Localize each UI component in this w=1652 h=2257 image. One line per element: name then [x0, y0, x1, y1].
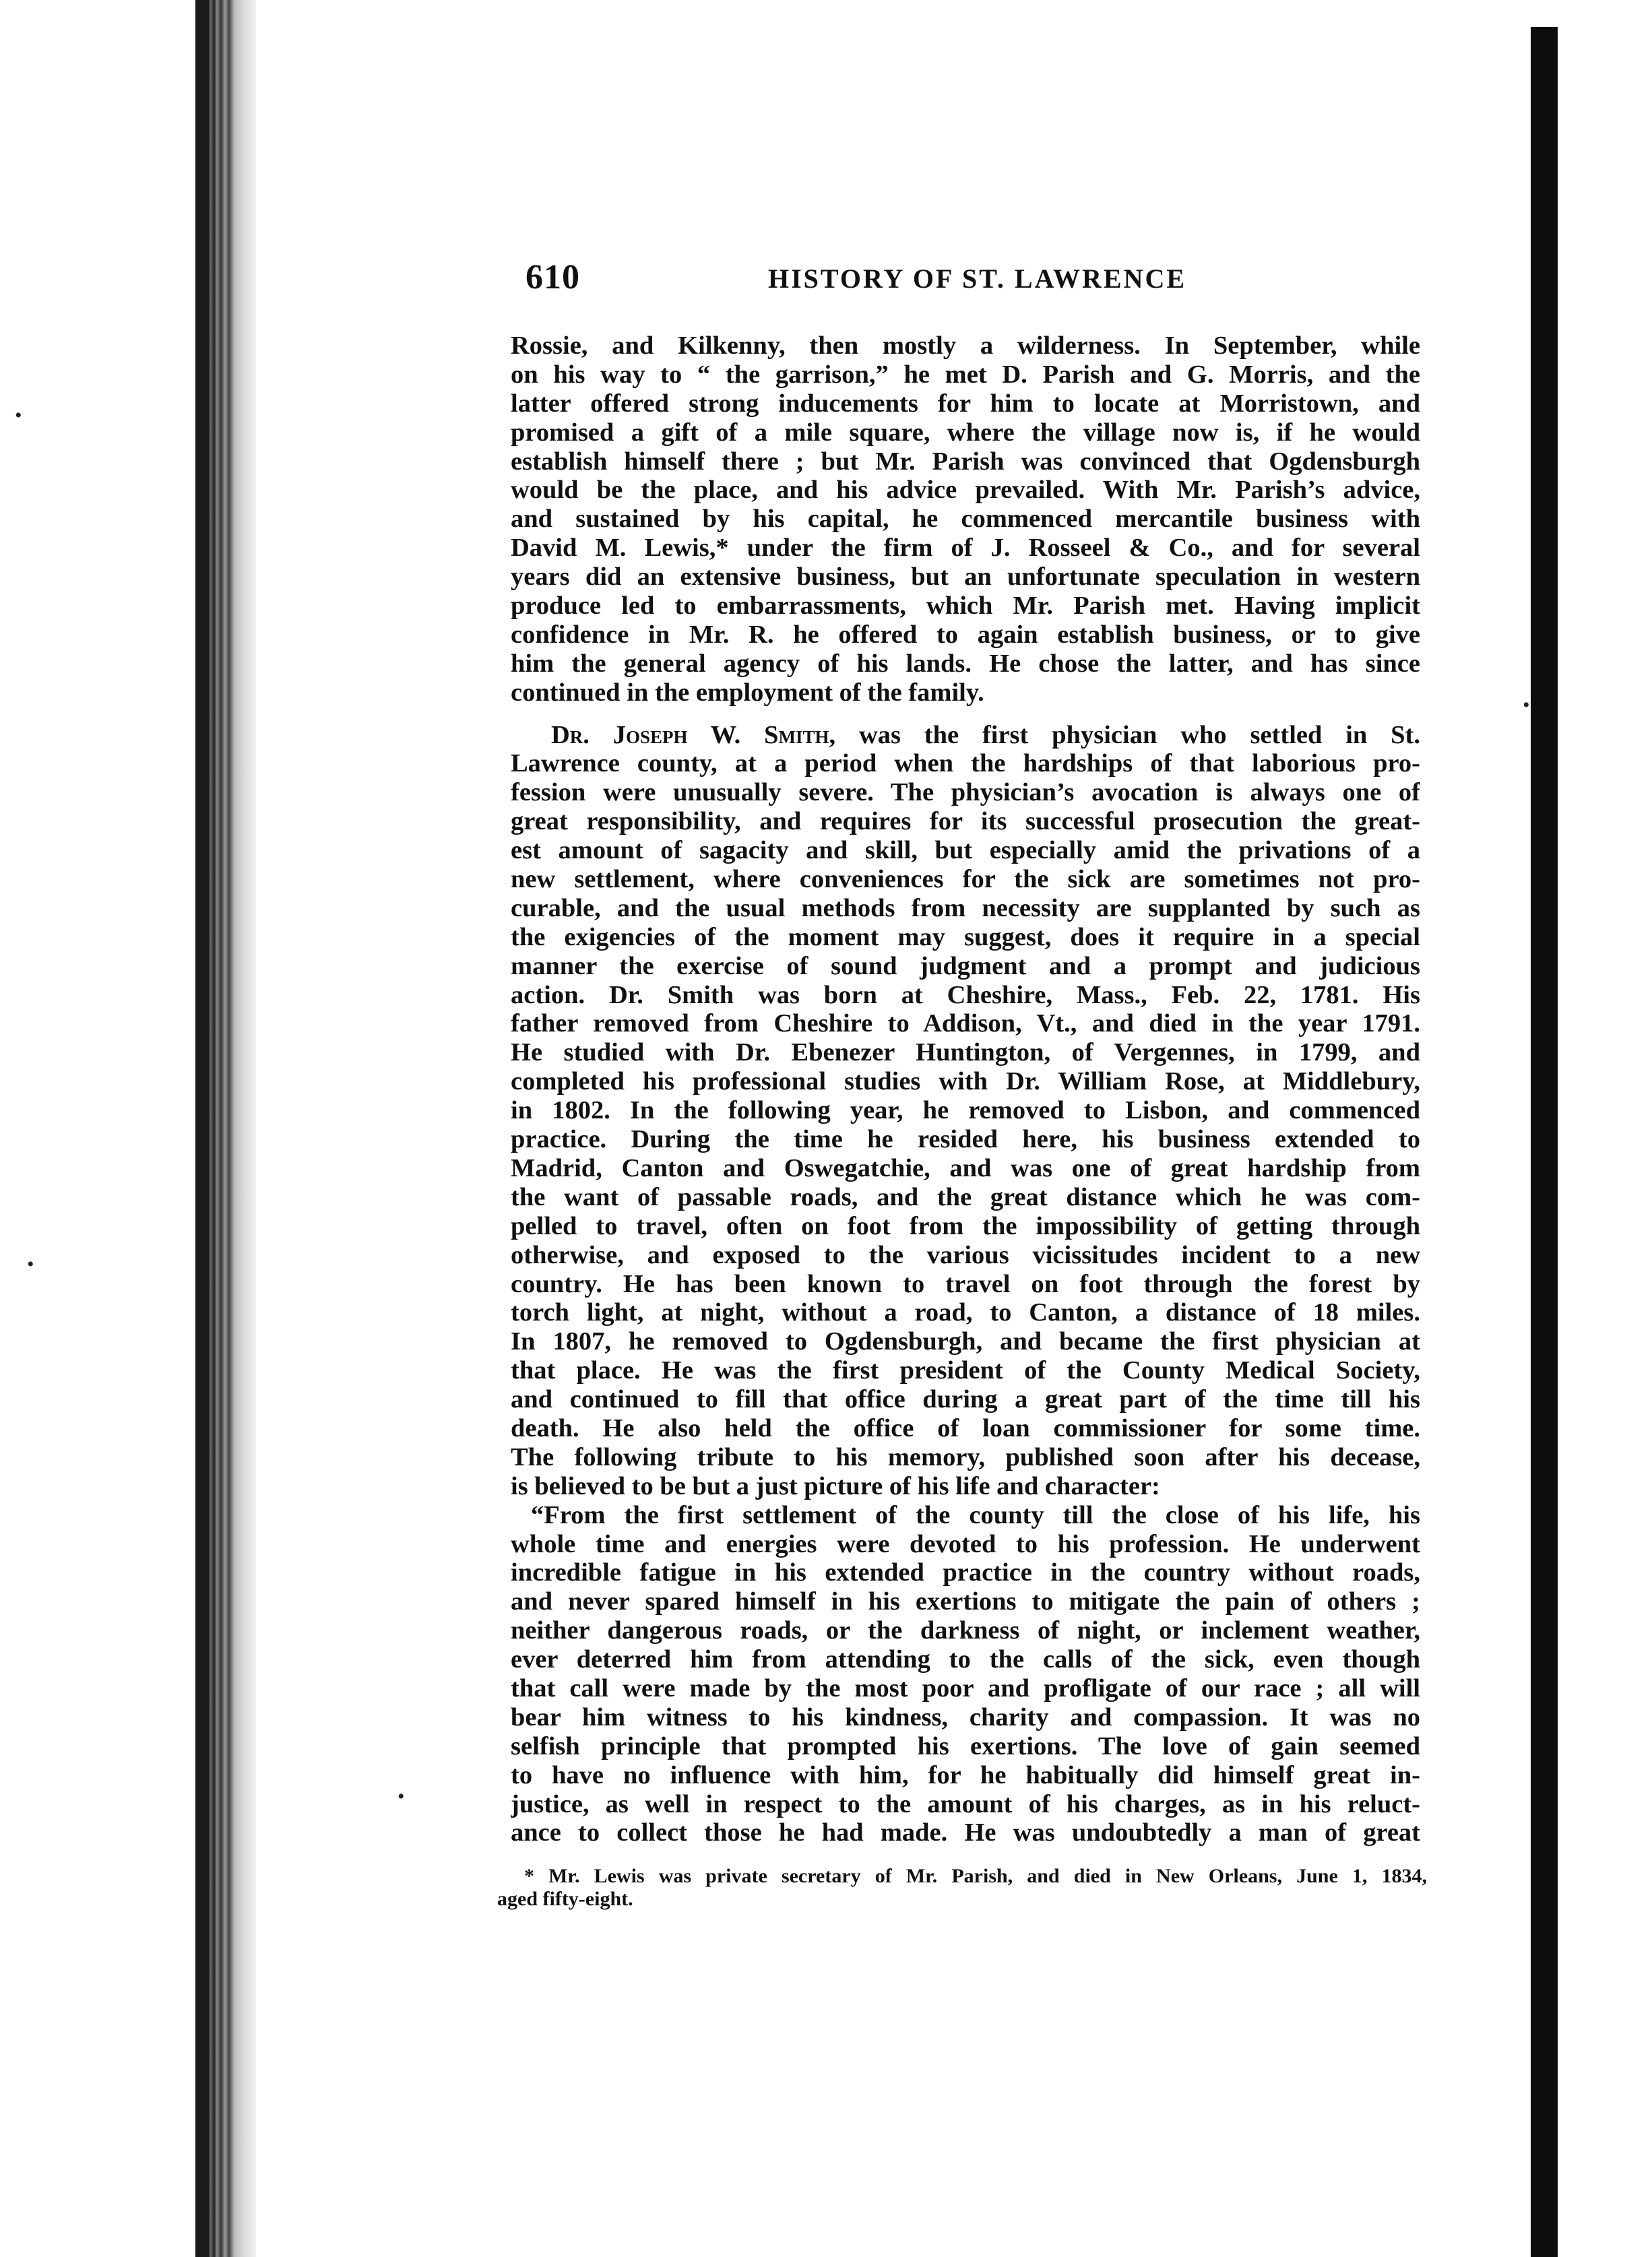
footnote-line: * Mr. Lewis was private secretary of Mr. Parish, and died in New Orleans, June 1, 1834,	[524, 1865, 1427, 1887]
running-head: HISTORY OF ST. LAWRENCE	[768, 263, 1187, 294]
text-line: The following tribute to his memory, published soon after his decease,	[511, 1442, 1420, 1471]
text-fragment: was the first physician who settled in St.	[858, 720, 1420, 749]
footnote	[497, 1865, 1427, 1911]
text-line: David M. Lewis,* under the firm of J. Rosseel & Co., and for several	[511, 534, 1420, 563]
text-line: establish himself there ; but Mr. Parish was convinced that Ogdensburgh	[511, 447, 1420, 476]
text-line: completed his professional studies with Dr. William Rose, at Middlebury,	[511, 1067, 1420, 1096]
text-line: the exigencies of the moment may suggest, does it require in a special	[511, 922, 1420, 951]
text-line: latter offered strong inducements for him to locate at Morristown, and	[511, 389, 1420, 418]
text-line: selfish principle that prompted his exertions. The love of gain seemed	[511, 1731, 1420, 1760]
text-line: and never spared himself in his exertions to mitigate the pain of others ;	[511, 1587, 1420, 1616]
text-line-lead	[511, 721, 1420, 750]
text-line: father removed from Cheshire to Addison, Vt., and died in the year 1791.	[511, 1009, 1420, 1038]
text-line: death. He also held the office of loan commissioner for some time.	[511, 1413, 1420, 1442]
text-line: otherwise, and exposed to the various vicissitudes incident to a new	[511, 1240, 1420, 1269]
paragraph-3-quotation	[511, 1501, 1420, 1848]
text-line: torch light, at night, without a road, to Canton, a distance of 18 miles.	[511, 1298, 1420, 1327]
text-line: “From the first settlement of the county till the close of his life, his	[531, 1500, 1420, 1529]
text-line: great responsibility, and requires for its successful prosecution the great-	[511, 807, 1420, 836]
scan-speck: •	[398, 1785, 405, 1808]
text-line: confidence in Mr. R. he offered to again establish business, or to give	[511, 620, 1420, 649]
text-line: ever deterred him from attending to the calls of the sick, even though	[511, 1645, 1420, 1674]
text-line: neither dangerous roads, or the darkness of night, or inclement weather,	[511, 1616, 1420, 1645]
page-number: 610	[526, 258, 580, 296]
text-line: continued in the employment of the family.	[511, 678, 984, 707]
footnote-line: aged fifty-eight.	[497, 1888, 633, 1910]
text-line: fession were unusually severe. The physician’s avocation is always one of	[511, 778, 1420, 807]
text-line: pelled to travel, often on foot from the impossibility of getting through	[511, 1211, 1420, 1240]
paragraph-2	[511, 721, 1420, 1501]
text-line: and sustained by his capital, he commenced mercantile business with	[511, 505, 1420, 534]
text-line: years did an extensive business, but an unfortunate speculation in western	[511, 563, 1420, 592]
text-line: on his way to “ the garrison,” he met D. Parish and G. Morris, and the	[511, 360, 1420, 389]
page-header	[526, 257, 1428, 298]
text-line: country. He has been known to travel on foot through the forest by	[511, 1269, 1420, 1298]
text-line: ance to collect those he had made. He was undoubtedly a man of great	[511, 1818, 1420, 1847]
scan-border	[1531, 27, 1558, 2257]
book-spine-edge	[195, 0, 256, 2257]
text-line: would be the place, and his advice prevailed. With Mr. Parish’s advice,	[511, 476, 1420, 505]
text-line: Rossie, and Kilkenny, then mostly a wilderness. In September, while	[511, 331, 1420, 360]
text-line: that call were made by the most poor and profligate of our race ; all will	[511, 1674, 1420, 1703]
text-line: justice, as well in respect to the amount of his charges, as in his reluct-	[511, 1789, 1420, 1818]
text-line: in 1802. In the following year, he removed to Lisbon, and commenced	[511, 1096, 1420, 1125]
text-line: Lawrence county, at a period when the hardships of that laborious pro-	[511, 749, 1420, 778]
text-line: that place. He was the first president of the County Medical Society,	[511, 1356, 1420, 1385]
text-line: produce led to embarrassments, which Mr. Parish met. Having implicit	[511, 592, 1420, 621]
text-line: the want of passable roads, and the great distance which he was com-	[511, 1182, 1420, 1211]
text-line: Madrid, Canton and Oswegatchie, and was one of great hardship from	[511, 1153, 1420, 1182]
text-line: est amount of sagacity and skill, but especially amid the privations of a	[511, 836, 1420, 865]
text-line: is believed to be but a just picture of his life and character:	[511, 1471, 1160, 1500]
text-line: whole time and energies were devoted to his profession. He underwent	[511, 1529, 1420, 1558]
text-line: practice. During the time he resided here, his business extended to	[511, 1125, 1420, 1154]
text-line: curable, and the usual methods from necessity are supplanted by such as	[511, 893, 1420, 922]
text-line: incredible fatigue in his extended practice in the country without roads,	[511, 1558, 1420, 1587]
text-line: manner the exercise of sound judgment and a prompt and judicious	[511, 951, 1420, 980]
text-line: to have no influence with him, for he habitually did himself great in-	[511, 1760, 1420, 1789]
text-line: him the general agency of his lands. He chose the latter, and has since	[511, 649, 1420, 678]
scan-speck: •	[15, 404, 22, 426]
body-text	[511, 331, 1420, 1847]
text-line: new settlement, where conveniences for the sick are sometimes not pro-	[511, 865, 1420, 894]
text-line: action. Dr. Smith was born at Cheshire, Mass., Feb. 22, 1781. His	[511, 980, 1420, 1009]
text-line: bear him witness to his kindness, charity and compassion. It was no	[511, 1703, 1420, 1731]
paragraph-1	[511, 331, 1420, 707]
person-name: Dr. Joseph W. Smith,	[551, 720, 836, 749]
text-line: promised a gift of a mile square, where the village now is, if he would	[511, 418, 1420, 447]
text-line: He studied with Dr. Ebenezer Huntington, of Vergennes, in 1799, and	[511, 1038, 1420, 1067]
scan-speck: •	[27, 1253, 34, 1275]
scan-speck: •	[1523, 694, 1530, 716]
text-line: In 1807, he removed to Ogdensburgh, and became the first physician at	[511, 1327, 1420, 1356]
text-line: and continued to fill that office during a great part of the time till his	[511, 1385, 1420, 1414]
